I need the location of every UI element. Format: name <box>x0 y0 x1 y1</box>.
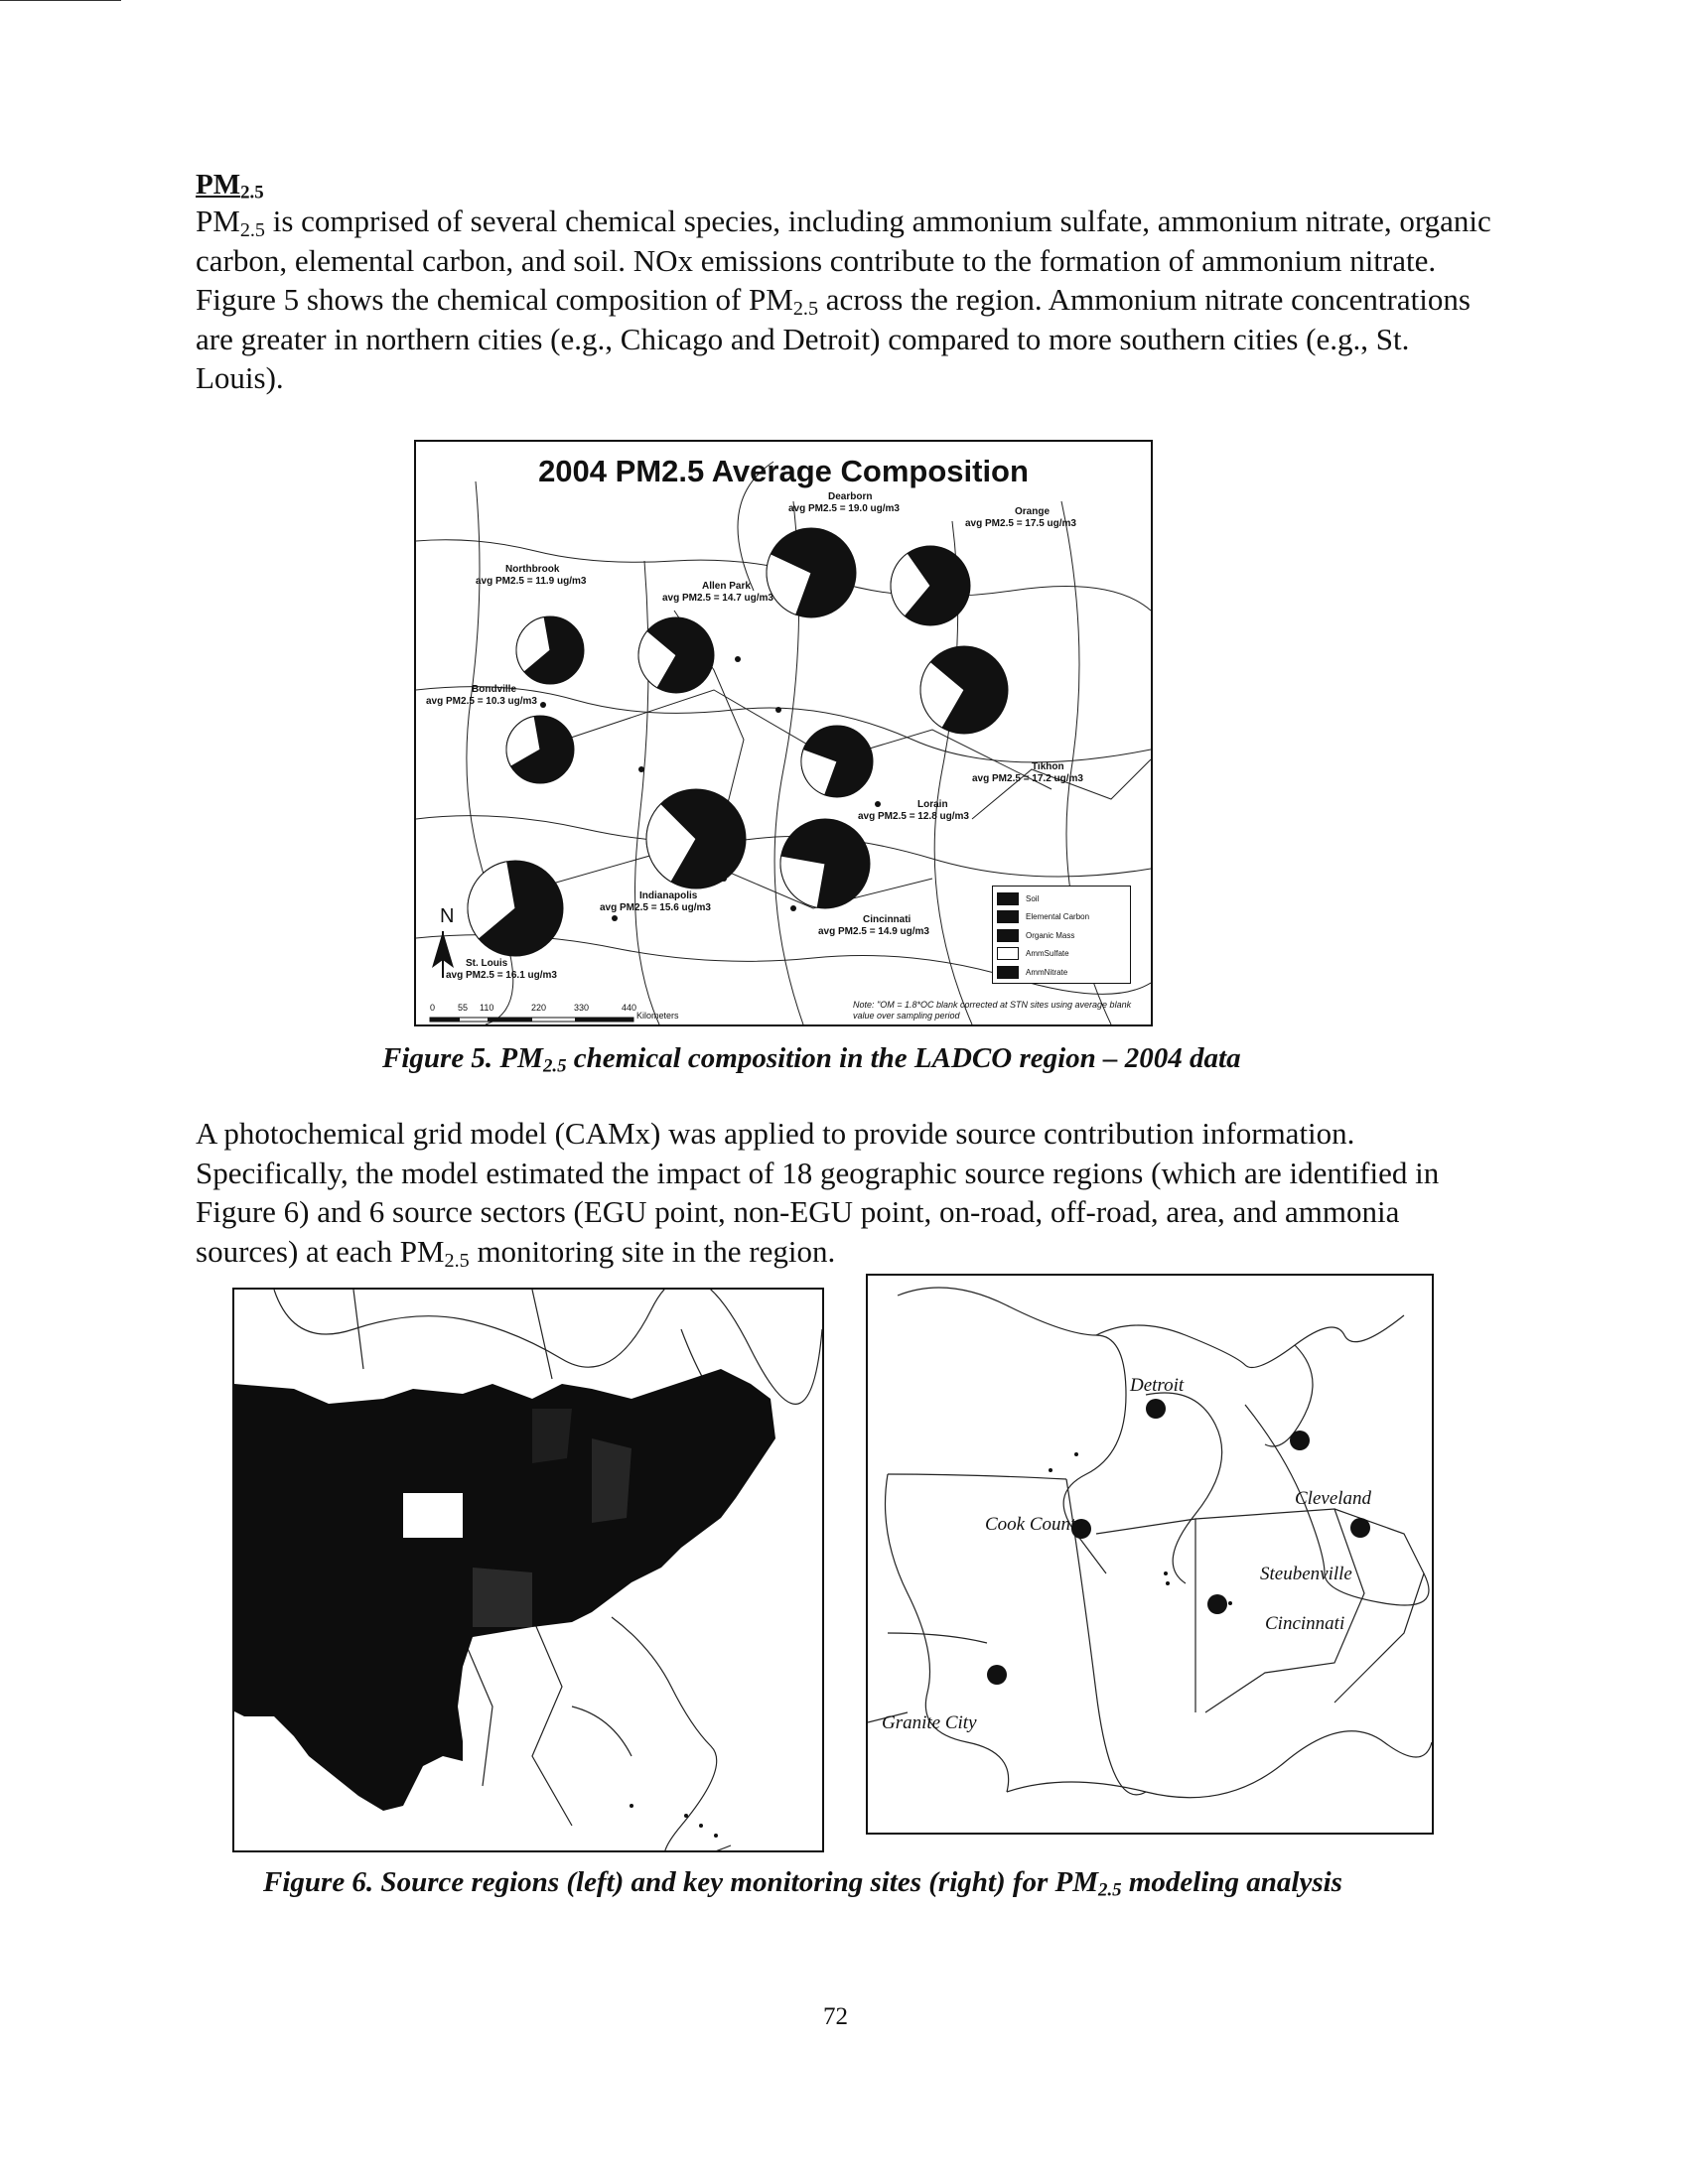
legend-swatch <box>997 947 1019 960</box>
site-label-northbrook: Northbrook avg PM2.5 = 11.9 ug/m3 <box>476 564 587 587</box>
paragraph-camx-model: A photochemical grid model (CAMx) was applied to provide source contribution information. Specifically, the model estimated the impact of 18 geographic source regions (which are identified in Figure 6) and 6 source sectors (EGU point, non-EGU point, on-road, off-road, area, and ammonia sources) at each $PM_{2.5}$ monitoring site in the region. <box>196 1116 1440 1272</box>
paragraph-pm25-composition: $PM_{2.5}$ is comprised of several chemical species, including ammonium sulfate, ammonium nitrate, organic carbon, elemental carbon, and soil. NOx emissions contribute to the formation of ammonium nitrate. Figure 5 shows the chemical composition of $PM_{2.5}$ across the region. Ammonium nitrate concentrations are greater in northern cities (e.g., Chicago and Detroit) compared to more southern cities (e.g., St. Louis). <box>196 204 1491 395</box>
figure6-monitoring-sites-map <box>866 1274 1434 1835</box>
site-label-cincinnati: Cincinnati avg PM2.5 = 14.9 ug/m3 <box>818 914 929 937</box>
city-label-cleveland: Cleveland <box>1295 1488 1372 1509</box>
site-label-allen-park: Allen Park avg PM2.5 = 14.7 ug/m3 <box>662 581 773 604</box>
legend-item-organic-mass: Organic Mass <box>997 926 1126 945</box>
figure5-composition-map: 2004 PM2.5 Average Composition Northbrook avg PM2.5 = 11.9 ug/m3 Allen Park avg PM2.5 = 14.7 ug/m3 Dearborn avg PM2.5 = 19.0 ug/m3 Orange avg PM2.5 = 17.5 ug/m3 Bondville avg PM2.5 = 10.3 ug/m3 Tikhon avg PM2.5 = 17.2 ug/m3 Lorain avg PM2.5 = 12.8 ug/m3 Indianapolis avg PM2.5 = 15.6 ug/m3 Cincinnati avg PM2.5 = 14.9 ug/m3 St. Louis avg PM2.5 = 16.1 ug/m3 Soil Elemental Carbon Organic Mass AmmSulfate AmmNitrate Note: "OM = 1.8*OC blank corrected at STN sites using average blank value over sampling period N 0 55 110 220 330 440 Kilometers <box>414 440 1153 1026</box>
city-label-cook-county: Cook County <box>985 1514 1084 1535</box>
legend-item-elemental-carbon: Elemental Carbon <box>997 908 1126 927</box>
figure5-caption: Figure 5. $PM_{2.5}$ chemical composition in the LADCO region – 2004 data <box>382 1042 1241 1077</box>
monitoring-site-markers <box>987 1399 1370 1685</box>
legend-swatch <box>997 892 1019 905</box>
city-label-granite-city: Granite City <box>882 1712 977 1733</box>
legend-swatch <box>997 966 1019 979</box>
figure6-caption: Figure 6. Source regions (left) and key monitoring sites (right) for $PM_{2.5}$ modeling analysis <box>263 1866 1342 1901</box>
composition-pie-slice-8 <box>780 856 825 907</box>
site-label-orange: Orange avg PM2.5 = 17.5 ug/m3 <box>965 506 1076 529</box>
site-label-dearborn: Dearborn avg PM2.5 = 19.0 ug/m3 <box>788 491 900 514</box>
site-label-lorain: Lorain avg PM2.5 = 12.8 ug/m3 <box>858 799 969 822</box>
legend-item-ammsulfate: AmmSulfate <box>997 945 1126 964</box>
city-label-steubenville: Steubenville <box>1260 1564 1352 1584</box>
site-label-st-louis: St. Louis avg PM2.5 = 16.1 ug/m3 <box>446 958 557 981</box>
legend-item-ammnitrate: AmmNitrate <box>997 963 1126 982</box>
city-label-detroit: Detroit <box>1130 1375 1185 1396</box>
legend-swatch <box>997 910 1019 923</box>
page-number: 72 <box>823 2003 848 2030</box>
monitoring-sites-svg <box>868 1276 1432 1833</box>
site-label-bondville: Bondville avg PM2.5 = 10.3 ug/m3 <box>426 684 537 707</box>
figure6-source-regions-map <box>232 1288 824 1852</box>
top-rule-line <box>0 0 121 1</box>
legend-item-soil: Soil <box>997 889 1126 908</box>
figure5-legend <box>992 886 1131 984</box>
scale-bar <box>430 1018 633 1022</box>
site-label-indianapolis: Indianapolis avg PM2.5 = 15.6 ug/m3 <box>600 890 711 913</box>
figure5-title: 2004 PM2.5 Average Composition <box>538 454 1029 488</box>
north-label: N <box>440 905 455 927</box>
legend-swatch <box>997 929 1019 942</box>
city-label-cincinnati: Cincinnati <box>1265 1613 1345 1634</box>
section-heading: $PM_{2.5}$ <box>196 169 264 204</box>
figure5-note: Note: "OM = 1.8*OC blank corrected at STN sites using average blank value over sampling period <box>853 1000 1132 1021</box>
source-regions-svg <box>234 1290 822 1850</box>
site-label-tikhon: Tikhon avg PM2.5 = 17.2 ug/m3 <box>972 761 1083 784</box>
